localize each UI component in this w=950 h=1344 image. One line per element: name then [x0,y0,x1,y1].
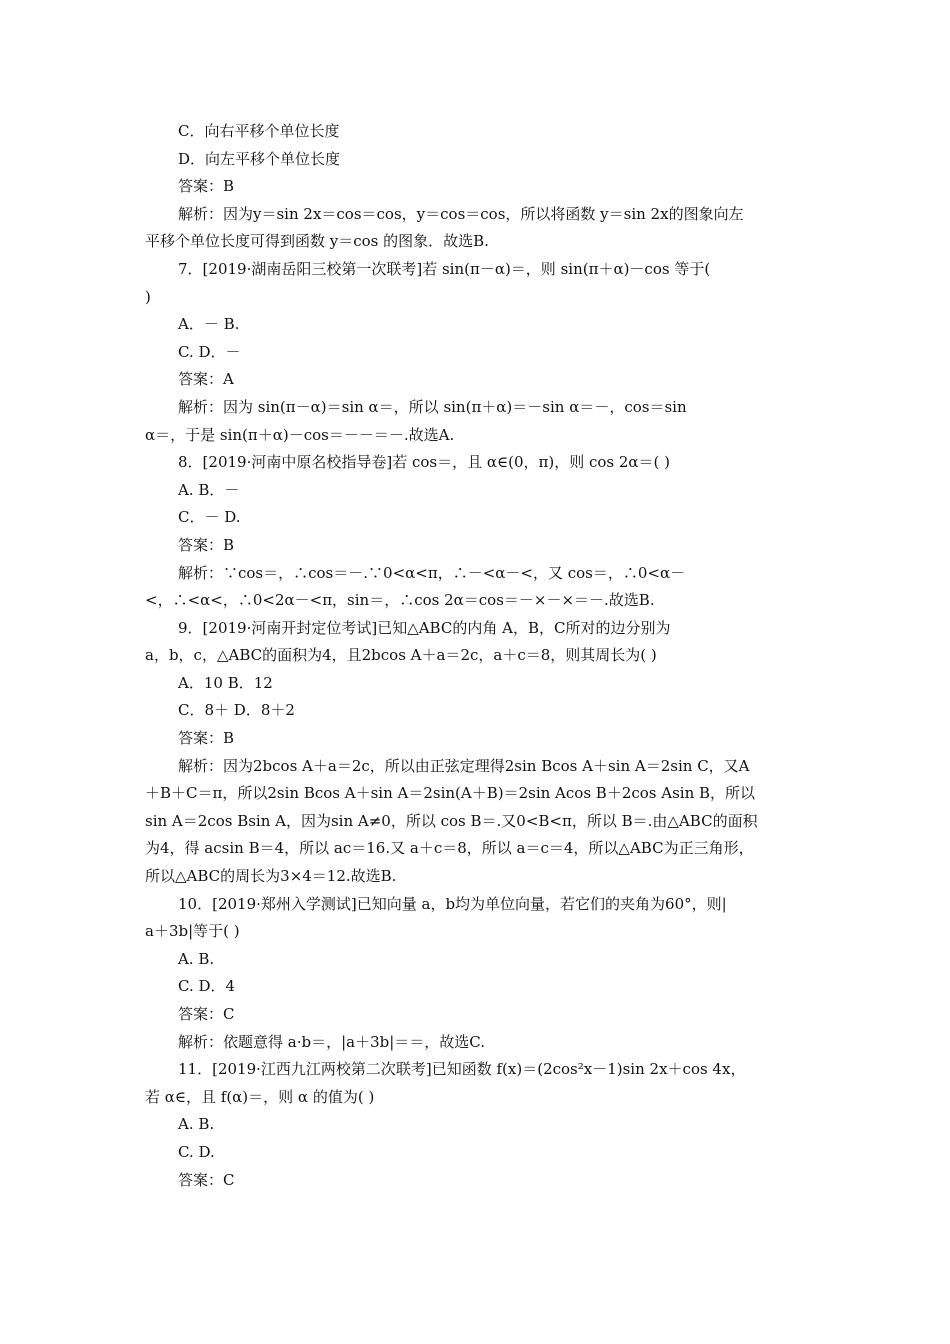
analysis-line: <，∴<α<，∴0<2α－<π，sin＝，∴cos 2α＝cos＝－×－×＝－.故选B. [145,591,655,610]
analysis-line: ＋B＋C＝π，所以2sin Bcos A＋sin A＝2sin(A＋B)＝2sin Acos B＋2cos Asin B，所以 [145,784,756,803]
options-line: A．－ B. [178,315,240,334]
analysis-line: 解析：依题意得 a·b＝，|a＋3b|＝＝，故选C. [178,1032,485,1051]
analysis-line: 为4，得 acsin B＝4，所以 ac＝16.又 a＋c＝8，所以 a＝c＝4，所以△ABC为正三角形， [145,839,754,858]
options-line: C. D．－ [178,342,241,361]
analysis-line: 解析：因为y＝sin 2x＝cos＝cos，y＝cos＝cos，所以将函数 y＝sin 2x的图象向左 [178,204,744,223]
question-10-stem: a＋3b|等于( ) [145,922,240,941]
analysis-line: 平移个单位长度可得到函数 y＝cos 的图象．故选B. [145,232,489,251]
document-page [145,118,813,1194]
options-line: C．8＋ D．8＋2 [178,701,295,720]
analysis-line: sin A＝2cos Bsin A，因为sin A≠0，所以 cos B＝.又0<B<π，所以 B＝.由△ABC的面积 [145,811,758,830]
question-9-stem: a，b，c，△ABC的面积为4，且2bcos A＋a＝2c，a＋c＝8，则其周长为( ) [145,646,657,665]
question-7-stem: 7．[2019·湖南岳阳三校第一次联考]若 sin(π－α)＝，则 sin(π＋α)－cos 等于( [178,259,711,278]
question-10-stem: 10．[2019·郑州入学测试]已知向量 a，b均为单位向量，若它们的夹角为60°，则| [178,894,727,913]
answer-line: 答案：C [178,1005,235,1023]
question-11-stem: 若 α∈，且 f(α)＝，则 α 的值为( ) [145,1087,375,1106]
option-d-line: D．向左平移个单位长度 [178,149,341,168]
question-11-stem: 11．[2019·江西九江两校第二次联考]已知函数 f(x)＝(2cos²x－1)sin 2x＋cos 4x， [178,1060,746,1079]
answer-line: 答案：B [178,177,235,196]
answer-line: 答案：B [178,535,235,554]
options-line: C．－ D. [178,508,241,527]
question-9-stem: 9．[2019·河南开封定位考试]已知△ABC的内角 A，B，C所对的边分别为 [178,618,671,637]
options-line: A. B. [178,949,215,968]
options-line: A. B. [178,1115,215,1134]
options-line: A. B．－ [178,480,240,499]
analysis-line: 解析：因为2bcos A＋a＝2c，所以由正弦定理得2sin Bcos A＋sin A＝2sin C，又A [178,756,750,775]
options-line: A．10 B．12 [178,673,273,692]
analysis-line: α＝，于是 sin(π＋α)－cos＝－－＝－.故选A. [145,425,455,444]
analysis-line: 所以△ABC的周长为3×4＝12.故选B. [145,867,397,886]
options-line: C. D．4 [178,977,236,996]
answer-line: 答案：C [178,1170,235,1189]
options-line: C. D. [178,1142,215,1161]
option-c-line: C．向右平移个单位长度 [178,122,340,140]
analysis-line: 解析：∵cos＝，∴cos＝－.∵0<α<π，∴－<α－<，又 cos＝，∴0<α－ [178,563,686,582]
question-8-stem: 8．[2019·河南中原名校指导卷]若 cos＝，且 α∈(0，π)，则 cos 2α＝( ) [178,453,671,472]
question-7-stem: ) [145,287,151,306]
answer-line: 答案：B [178,729,235,748]
analysis-line: 解析：因为 sin(π－α)＝sin α＝，所以 sin(π＋α)＝－sin α＝－，cos＝sin [178,397,687,416]
answer-line: 答案：A [178,370,234,389]
